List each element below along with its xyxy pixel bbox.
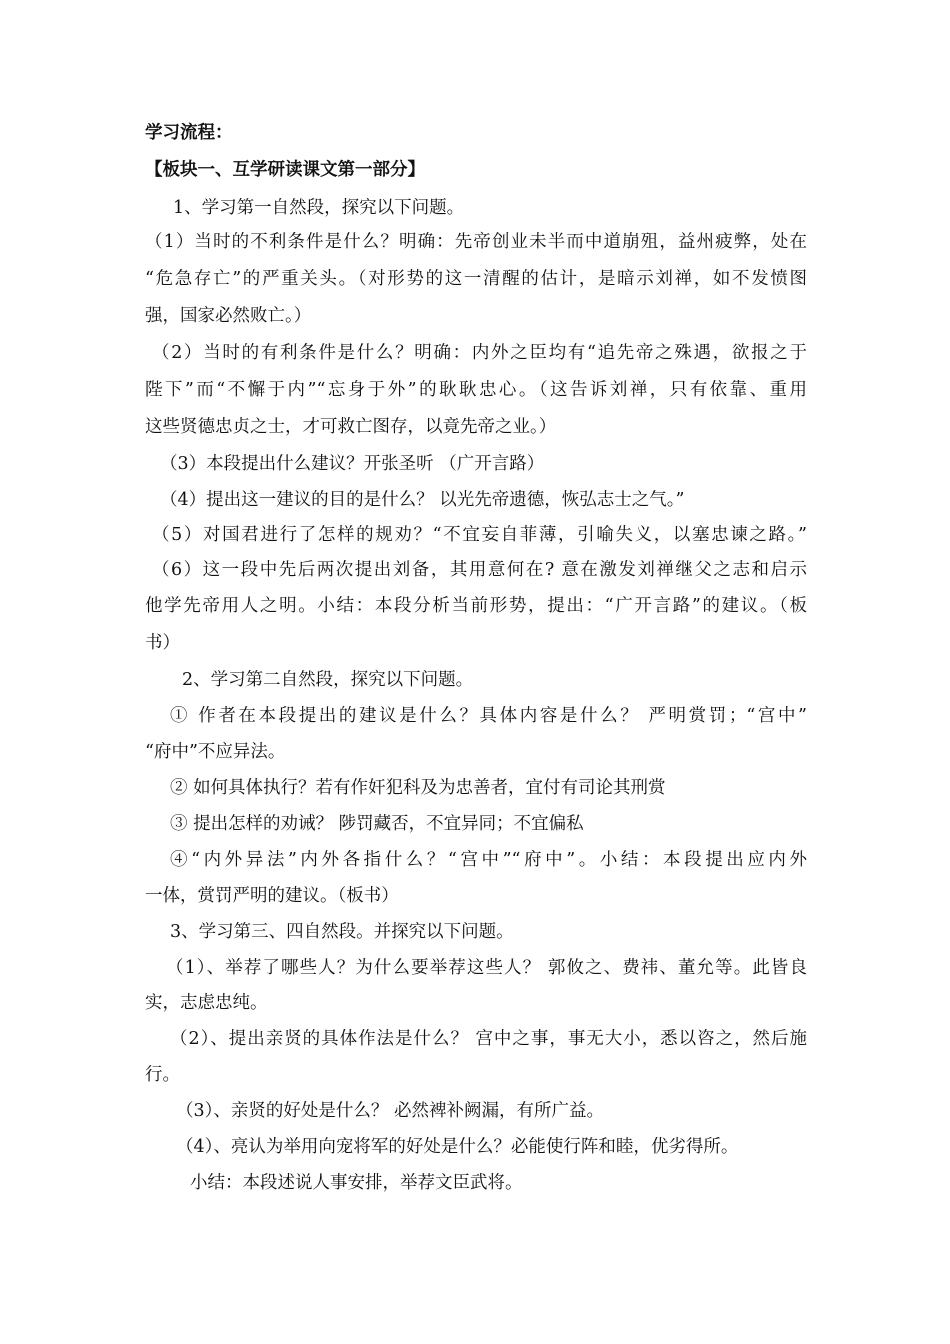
paragraph-line: （4）、亮认为举用向宠将军的好处是什么？必能使行阵和睦，优劣得所。 [176, 1137, 739, 1157]
paragraph-line: ① 作者在本段提出的建议是什么？具体内容是什么？ 严明赏罚；“宫中” [170, 706, 807, 726]
paragraph-line: ④“内外异法”内外各指什么？“宫中”“府中”。小结：本段提出应内外 [170, 850, 807, 870]
paragraph-line: （5）对国君进行了怎样的规劝？“不宜妄自菲薄，引喻失义，以塞忠谏之路。” [152, 525, 807, 545]
paragraph-line: ③ 提出怎样的劝诫？ 陟罚藏否，不宜异同；不宜偏私 [170, 814, 584, 834]
paragraph-line: （6）这一段中先后两次提出刘备，其用意何在? 意在激发刘禅继父之志和启示 [152, 560, 807, 580]
paragraph-line: 3、学习第三、四自然段。并探究以下问题。 [170, 922, 514, 942]
paragraph-line: 小结：本段述说人事安排，举荐文臣武将。 [190, 1173, 523, 1193]
paragraph-line: 一体，赏罚严明的建议。（板书） [145, 886, 399, 906]
paragraph-line: （1）当时的不利条件是什么？明确：先帝创业未半而中道崩殂，益州疲弊，处在 [145, 232, 807, 252]
paragraph-line: 强，国家必然败亡。） [145, 306, 312, 326]
paragraph-line: 这些贤德忠贞之士，才可救亡图存，以竟先帝之业。） [145, 417, 557, 437]
paragraph-line: “府中”不应异法。 [145, 742, 286, 762]
paragraph-line: （3）本段提出什么建议？开张圣听 （广开言路） [160, 454, 545, 474]
paragraph-line: ② 如何具体执行？若有作奸犯科及为忠善者，宜付有司论其刑赏 [170, 778, 666, 798]
paragraph-line: 陛下”而“不懈于内”“忘身于外”的耿耿忠心。（这告诉刘禅，只有依靠、重用 [145, 380, 807, 400]
paragraph-line: 行。 [145, 1065, 180, 1085]
paragraph-line: （3）、亲贤的好处是什么？ 必然裨补阙漏，有所广益。 [176, 1101, 604, 1121]
paragraph-line: 2、学习第二自然段，探究以下问题。 [182, 670, 474, 690]
paragraph-line: （4）提出这一建议的目的是什么？ 以光先帝遗德，恢弘志士之气。” [160, 490, 685, 510]
paragraph-line: 1、学习第一自然段，探究以下问题。 [173, 198, 465, 218]
paragraph-line: （1）、举荐了哪些人？为什么要举荐这些人？ 郭攸之、费祎、董允等。此皆良 [166, 958, 807, 978]
paragraph-line: （2）当时的有利条件是什么？明确：内外之臣均有“追先帝之殊遇，欲报之于 [152, 343, 807, 363]
paragraph-line: （2）、提出亲贤的具体作法是什么？ 宫中之事，事无大小，悉以咨之，然后施 [170, 1029, 807, 1049]
paragraph-line: 书） [145, 633, 180, 653]
paragraph-line: 实，志虑忠纯。 [145, 993, 268, 1013]
section-title: 【板块一、互学研读课文第一部分】 [145, 160, 425, 180]
page-heading: 学习流程： [145, 123, 233, 143]
paragraph-line: 他学先帝用人之明。小结：本段分析当前形势，提出：“广开言路”的建议。（板 [145, 596, 807, 616]
paragraph-line: “危急存亡”的严重关头。（对形势的这一清醒的估计，是暗示刘禅，如不发愤图 [145, 269, 807, 289]
